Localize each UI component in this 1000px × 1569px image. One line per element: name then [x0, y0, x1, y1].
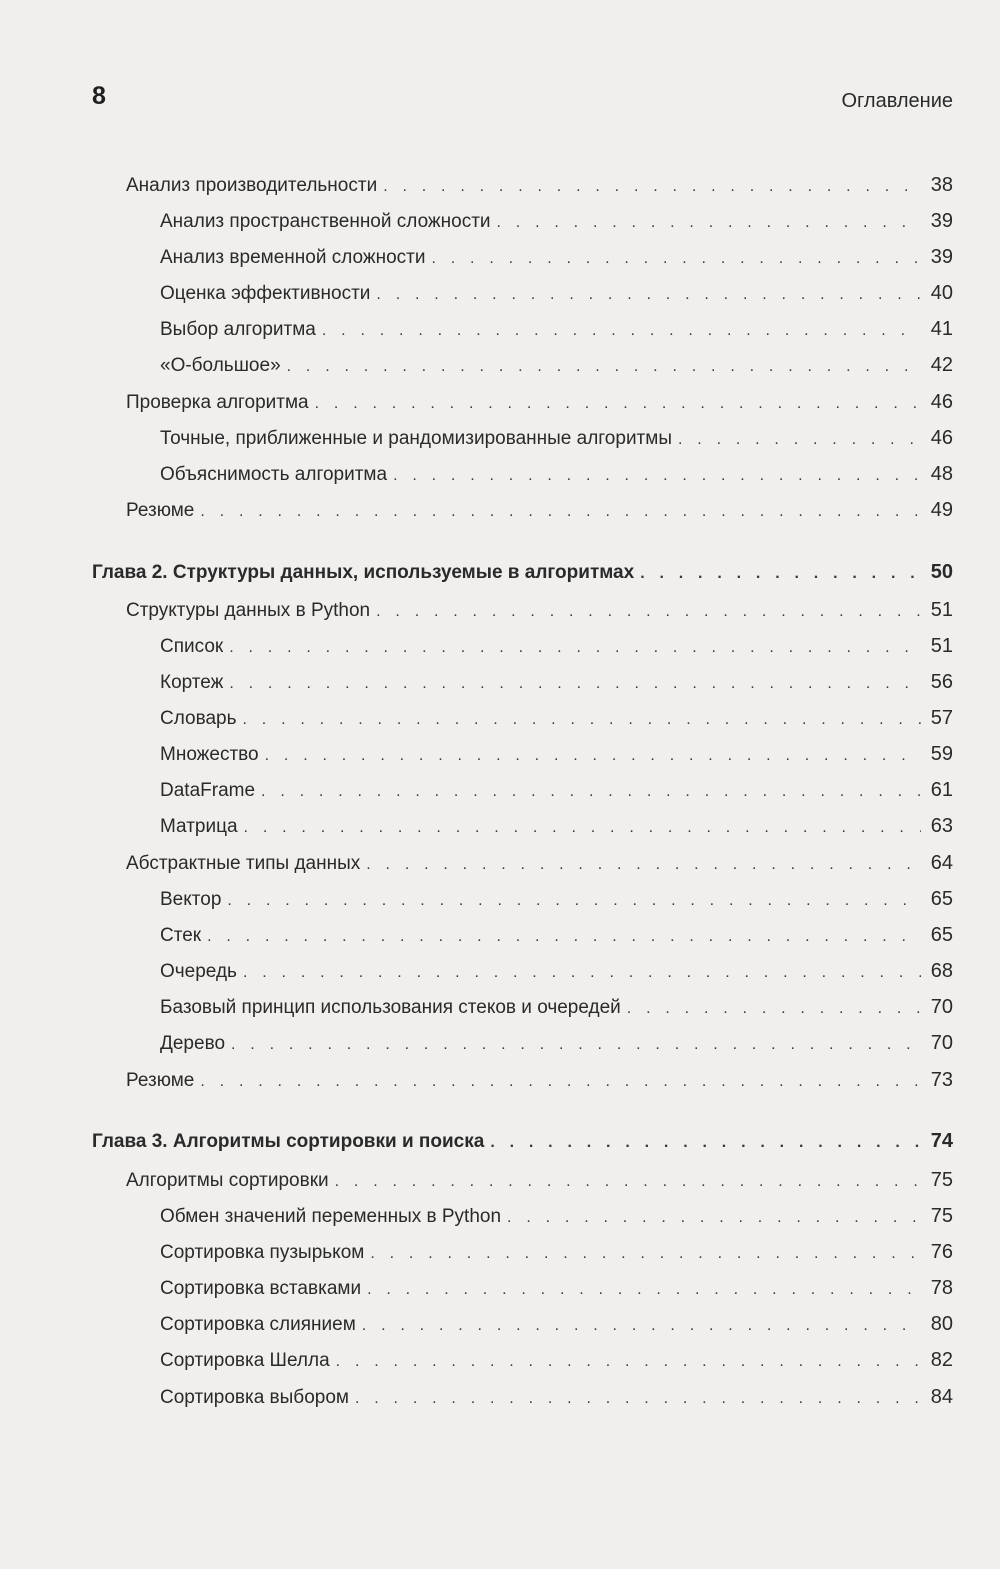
- toc-entry-page: 39: [930, 246, 953, 268]
- toc-entry: [0, 1165, 953, 1195]
- toc-entry-page: 57: [930, 707, 953, 729]
- toc-dot-leader: [200, 497, 921, 527]
- toc-dot-leader: [229, 669, 921, 699]
- toc-dot-leader: [336, 1347, 921, 1377]
- toc-entry: [0, 920, 953, 950]
- toc-dot-leader: [376, 280, 921, 310]
- toc-entry-page: 56: [930, 671, 953, 693]
- toc-entry-page: 50: [930, 561, 953, 583]
- toc-entry-title: Базовый принцип использования стеков и очередей: [160, 997, 621, 1018]
- toc-entry-page: 65: [930, 924, 953, 946]
- toc-entry-title: Сортировка вставками: [160, 1278, 362, 1299]
- toc-dot-leader: [507, 1203, 921, 1233]
- toc-dot-leader: [431, 244, 921, 274]
- toc-entry-page: 42: [930, 354, 953, 376]
- toc-dot-leader: [497, 208, 921, 238]
- toc-dot-leader: [322, 316, 921, 346]
- toc-dot-leader: [244, 813, 921, 843]
- toc-entry: [0, 1237, 953, 1267]
- toc-entry-title: Алгоритмы сортировки: [126, 1170, 329, 1191]
- toc-entry-title: Сортировка Шелла: [160, 1350, 330, 1371]
- toc-entry-title: Резюме: [126, 500, 195, 521]
- toc-entry: [0, 170, 953, 200]
- toc-dot-leader: [243, 705, 921, 735]
- toc-entry-page: 48: [930, 463, 953, 485]
- toc-chapter-entry: [0, 557, 953, 587]
- toc-dot-leader: [678, 425, 921, 455]
- toc-entry-title: Абстрактные типы данных: [126, 853, 361, 874]
- toc-entry-title: Обмен значений переменных в Python: [160, 1206, 502, 1227]
- toc-entry-page: 78: [930, 1277, 953, 1299]
- toc-entry-title: Дерево: [160, 1033, 226, 1054]
- toc-entry-page: 39: [930, 210, 953, 232]
- toc-entry: [0, 1065, 953, 1095]
- toc-entry: [0, 495, 953, 525]
- toc-entry-page: 49: [930, 499, 953, 521]
- toc-entry-page: 40: [930, 282, 953, 304]
- toc-dot-leader: [207, 922, 921, 952]
- toc-dot-leader: [366, 850, 921, 880]
- toc-dot-leader: [367, 1275, 921, 1305]
- toc-dot-leader: [243, 958, 921, 988]
- toc-entry: [0, 667, 953, 697]
- toc-dot-leader: [315, 389, 921, 419]
- toc-entry-page: 73: [930, 1069, 953, 1091]
- toc-entry-title: Очередь: [160, 961, 237, 982]
- toc-entry: [0, 703, 953, 733]
- toc-entry-page: 51: [930, 635, 953, 657]
- toc-entry-page: 70: [930, 1032, 953, 1054]
- toc-dot-leader: [376, 597, 921, 627]
- toc-entry: [0, 350, 953, 380]
- toc-entry-title: Вектор: [160, 889, 222, 910]
- toc-entry-page: 51: [930, 599, 953, 621]
- toc-entry: [0, 1382, 953, 1412]
- toc-entry-page: 84: [930, 1386, 953, 1408]
- toc-entry-title: Сортировка выбором: [160, 1387, 349, 1408]
- toc-entry-page: 46: [930, 427, 953, 449]
- toc-dot-leader: [640, 559, 921, 589]
- toc-entry-page: 76: [930, 1241, 953, 1263]
- toc-dot-leader: [231, 1030, 921, 1060]
- toc-entry: [0, 314, 953, 344]
- toc-entry: [0, 1273, 953, 1303]
- toc-entry-title: Анализ производительности: [126, 175, 378, 196]
- toc-entry: [0, 884, 953, 914]
- toc-dot-leader: [362, 1311, 921, 1341]
- toc-entry-page: 61: [930, 779, 953, 801]
- toc-dot-leader: [383, 172, 921, 202]
- toc-dot-leader: [287, 352, 921, 382]
- toc-entry: [0, 595, 953, 625]
- toc-entry: [0, 739, 953, 769]
- toc-entry-title: Анализ временной сложности: [160, 247, 426, 268]
- toc-entry-title: Проверка алгоритма: [126, 392, 309, 413]
- toc-entry-page: 59: [930, 743, 953, 765]
- toc-entry-page: 64: [930, 852, 953, 874]
- toc-chapter-entry: [0, 1126, 953, 1156]
- toc-entry-title: Резюме: [126, 1070, 195, 1091]
- toc-entry-page: 74: [930, 1130, 953, 1152]
- toc-entry-page: 82: [930, 1349, 953, 1371]
- toc-entry-title: Словарь: [160, 708, 237, 729]
- toc-dot-leader: [229, 633, 921, 663]
- toc-entry-title: Объяснимость алгоритма: [160, 464, 388, 485]
- toc-entry: [0, 387, 953, 417]
- toc-entry: [0, 992, 953, 1022]
- toc-dot-leader: [335, 1167, 921, 1197]
- toc-entry-page: 68: [930, 960, 953, 982]
- toc-entry: [0, 1028, 953, 1058]
- toc-entry: [0, 848, 953, 878]
- toc-entry: [0, 1309, 953, 1339]
- toc-dot-leader: [370, 1239, 921, 1269]
- toc-entry-title: Глава 3. Алгоритмы сортировки и поиска: [92, 1131, 485, 1152]
- toc-dot-leader: [627, 994, 921, 1024]
- toc-entry-page: 65: [930, 888, 953, 910]
- toc-entry-title: Анализ пространственной сложности: [160, 211, 491, 232]
- page-number: 8: [92, 82, 106, 110]
- toc-dot-leader: [261, 777, 921, 807]
- toc-entry-page: 75: [930, 1205, 953, 1227]
- toc-entry-title: Оценка эффективности: [160, 283, 371, 304]
- toc-entry: [0, 775, 953, 805]
- toc-entry-page: 63: [930, 815, 953, 837]
- toc-entry: [0, 423, 953, 453]
- running-head: Оглавление: [841, 90, 953, 112]
- toc-entry-page: 70: [930, 996, 953, 1018]
- toc-entry-title: Список: [160, 636, 224, 657]
- toc-dot-leader: [265, 741, 921, 771]
- toc-dot-leader: [393, 461, 921, 491]
- toc-entry: [0, 631, 953, 661]
- toc-entry: [0, 1201, 953, 1231]
- toc-entry-title: Множество: [160, 744, 259, 765]
- toc-dot-leader: [490, 1128, 921, 1158]
- toc-entry: [0, 1345, 953, 1375]
- toc-entry: [0, 242, 953, 272]
- toc-entry-title: Сортировка слиянием: [160, 1314, 356, 1335]
- toc-entry-title: Кортеж: [160, 672, 224, 693]
- toc-entry-page: 75: [930, 1169, 953, 1191]
- toc-entry-title: Структуры данных в Python: [126, 600, 371, 621]
- toc-entry-title: Сортировка пузырьком: [160, 1242, 365, 1263]
- toc-entry-page: 38: [930, 174, 953, 196]
- toc-entry: [0, 956, 953, 986]
- toc-dot-leader: [227, 886, 921, 916]
- toc-entry-title: Точные, приближенные и рандомизированные алгоритмы: [160, 428, 672, 449]
- toc-dot-leader: [200, 1067, 921, 1097]
- toc-entry: [0, 278, 953, 308]
- toc-entry: [0, 811, 953, 841]
- toc-entry-title: Выбор алгоритма: [160, 319, 316, 340]
- toc-entry-title: «О-большое»: [160, 355, 281, 376]
- toc-entry-page: 41: [930, 318, 953, 340]
- toc-entry: [0, 206, 953, 236]
- toc-entry-title: Стек: [160, 925, 202, 946]
- toc-entry-page: 46: [930, 391, 953, 413]
- toc-entry-title: Глава 2. Структуры данных, используемые в алгоритмах: [92, 562, 635, 583]
- toc-entry-page: 80: [930, 1313, 953, 1335]
- toc-entry: [0, 459, 953, 489]
- toc-entry-title: Матрица: [160, 816, 238, 837]
- toc-dot-leader: [355, 1384, 921, 1414]
- toc-entry-title: DataFrame: [160, 780, 256, 801]
